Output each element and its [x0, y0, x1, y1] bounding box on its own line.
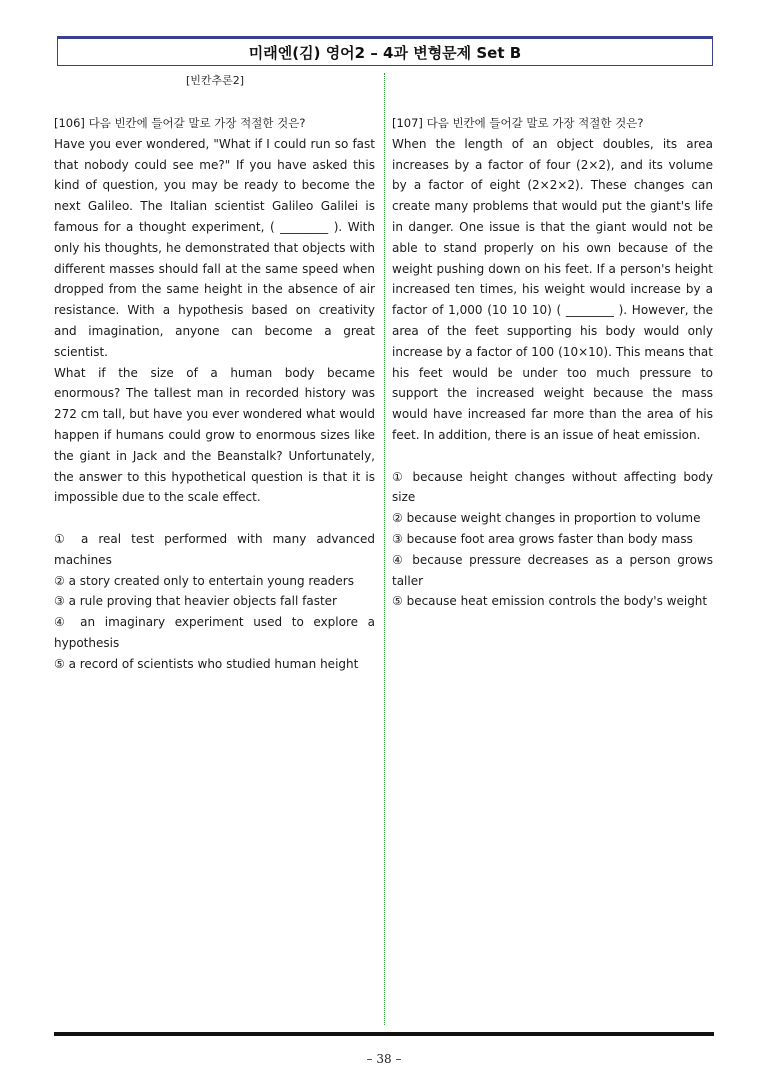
choice-106-2[interactable]: ② a story created only to entertain young readers: [54, 573, 354, 588]
page-number: – 38 –: [366, 1052, 402, 1066]
question-106-passage-1: Have you ever wondered, "What if I could run so fast that nobody could see me?" If you have asked this kind of question, you may be ready to become the next Galileo. The Italian scientist Galileo Galilei is famous for a thought experiment, ( ________ ). With only his thoughts, he demonstrated that objects with different masses should fall at the same speed when dropped from the same height in the absence of air resistance. With a hypothesis based on creativity and imagination, anyone can become a great scientist.: [54, 136, 375, 359]
question-107-passage: When the length of an object doubles, its area increases by a factor of four (2×2), and its volume by a factor of eight (2×2×2). These changes can create many problems that would put the giant's life in danger. One issue is that the giant would not be able to stand properly on his own because of the weight pushing down on his feet. If a person's height increased ten times, his weight would increase by a factor of 1,000 (10 10 10) ( ________ ). However, the area of the feet supporting his body would only increase by a factor of 100 (10×10). This means that his feet would be under too much pressure to support the increased weight because the mass would have increased far more than the area of his feet. In addition, there is an issue of heat emission.: [392, 136, 713, 442]
choice-107-5[interactable]: ⑤ because heat emission controls the body's weight: [392, 594, 708, 609]
choice-107-4[interactable]: ④ because pressure decreases as a person grows taller: [392, 552, 713, 588]
choice-107-1[interactable]: ① because height changes without affecting body size: [392, 469, 713, 505]
choice-106-4[interactable]: ④ an imaginary experiment used to explore a hypothesis: [54, 615, 375, 650]
right-column: [392, 113, 713, 612]
choice-106-1[interactable]: ① a real test performed with many advanced machines: [54, 531, 375, 567]
column-divider: [384, 73, 385, 1025]
choice-106-3[interactable]: ③ a rule proving that heavier objects fall faster: [54, 594, 337, 609]
section-tag: [빈칸추론2]: [186, 74, 245, 87]
left-column: [54, 113, 375, 675]
page-title-text: 미래엔(김) 영어2 – 4과 변형문제 Set B: [248, 43, 522, 62]
question-106-passage-2: What if the size of a human body became enormous? The tallest man in recorded history was 272 cm tall, but have you ever wondered what would happen if humans could grow to enormous sizes like the giant in Jack and the Beanstalk? Unfortunately, the answer to this hypothetical question is that it is impossible due to the scale effect.: [54, 365, 375, 505]
question-106-heading: [106] 다음 빈칸에 들어갈 말로 가장 적절한 것은?: [54, 116, 306, 130]
question-107-heading: [107] 다음 빈칸에 들어갈 말로 가장 적절한 것은?: [392, 116, 644, 130]
choice-106-5[interactable]: ⑤ a record of scientists who studied human height: [54, 656, 359, 671]
page-title: [57, 36, 713, 66]
choice-107-2[interactable]: ② because weight changes in proportion to volume: [392, 511, 701, 526]
footer-rule: [54, 1032, 714, 1036]
choice-107-3[interactable]: ③ because foot area grows faster than body mass: [392, 531, 693, 546]
spacer: [54, 508, 375, 529]
spacer: [392, 446, 713, 467]
